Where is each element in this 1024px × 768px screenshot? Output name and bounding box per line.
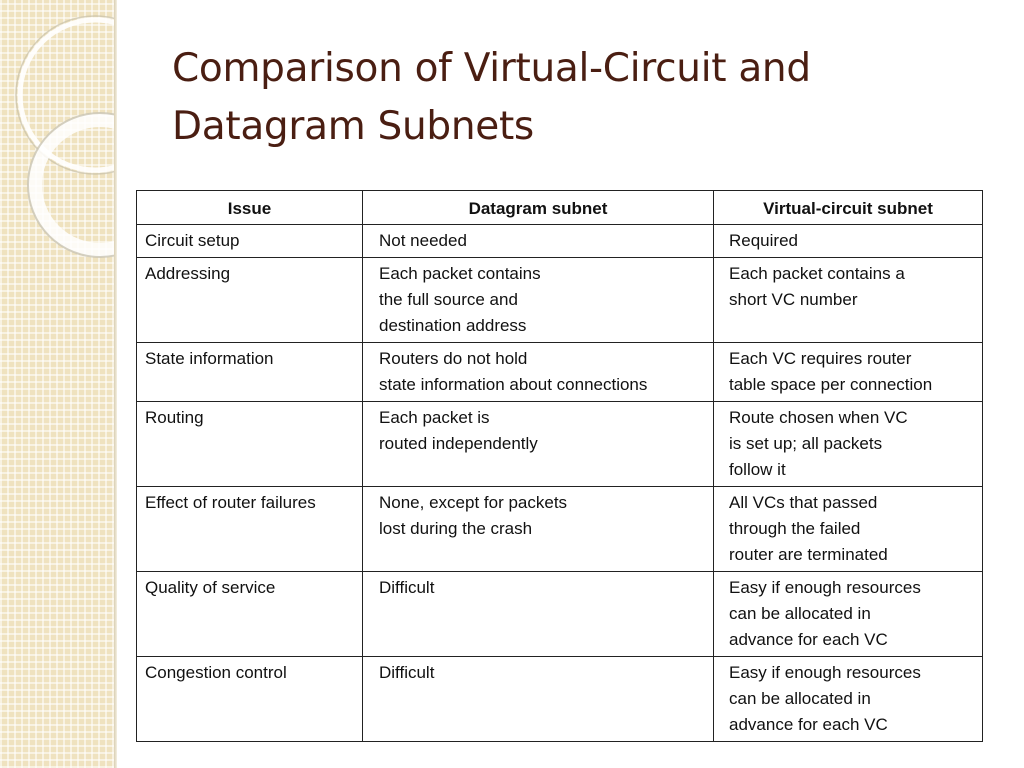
cell-issue: Addressing: [137, 258, 363, 343]
header-issue: Issue: [137, 191, 363, 225]
slide-title: [172, 40, 992, 156]
table-row: [137, 572, 983, 657]
cell-virtual-circuit: Easy if enough resources can be allocated in advance for each VC: [714, 572, 983, 657]
header-virtual-circuit-subnet: Virtual-circuit subnet: [714, 191, 983, 225]
cell-datagram: None, except for packets lost during the crash: [363, 487, 714, 572]
slide-title-line-2: Datagram Subnets: [172, 104, 534, 149]
cell-datagram: Routers do not hold state information about connections: [363, 343, 714, 402]
cell-datagram: Each packet is routed independently: [363, 402, 714, 487]
cell-datagram: Difficult: [363, 657, 714, 742]
cell-issue: Circuit setup: [137, 225, 363, 258]
table-row: [137, 225, 983, 258]
table-row: [137, 343, 983, 402]
header-datagram-subnet: Datagram subnet: [363, 191, 714, 225]
cell-issue: Effect of router failures: [137, 487, 363, 572]
cell-datagram: Each packet contains the full source and destination address: [363, 258, 714, 343]
cell-virtual-circuit: Each VC requires router table space per connection: [714, 343, 983, 402]
table-row: [137, 487, 983, 572]
cell-datagram: Difficult: [363, 572, 714, 657]
cell-issue: Congestion control: [137, 657, 363, 742]
cell-issue: State information: [137, 343, 363, 402]
strip-edge-divider: [114, 0, 117, 768]
cell-virtual-circuit: Each packet contains a short VC number: [714, 258, 983, 343]
cell-issue: Quality of service: [137, 572, 363, 657]
comparison-table: [136, 190, 983, 742]
table-row: [137, 402, 983, 487]
cell-virtual-circuit: Route chosen when VC is set up; all packets follow it: [714, 402, 983, 487]
cell-virtual-circuit: Easy if enough resources can be allocated in advance for each VC: [714, 657, 983, 742]
cell-datagram: Not needed: [363, 225, 714, 258]
table-row: [137, 258, 983, 343]
cell-issue: Routing: [137, 402, 363, 487]
decorative-side-strip: [0, 0, 114, 768]
cell-virtual-circuit: All VCs that passed through the failed router are terminated: [714, 487, 983, 572]
slide-title-line-1: Comparison of Virtual-Circuit and: [172, 46, 811, 91]
cell-virtual-circuit: Required: [714, 225, 983, 258]
deco-circle-upper: [20, 20, 114, 170]
table-row: [137, 657, 983, 742]
deco-circle-upper-shadow: [16, 16, 114, 174]
deco-circle-lower: [35, 120, 114, 250]
decorative-circles: [0, 0, 114, 768]
table-header-row: [137, 191, 983, 225]
